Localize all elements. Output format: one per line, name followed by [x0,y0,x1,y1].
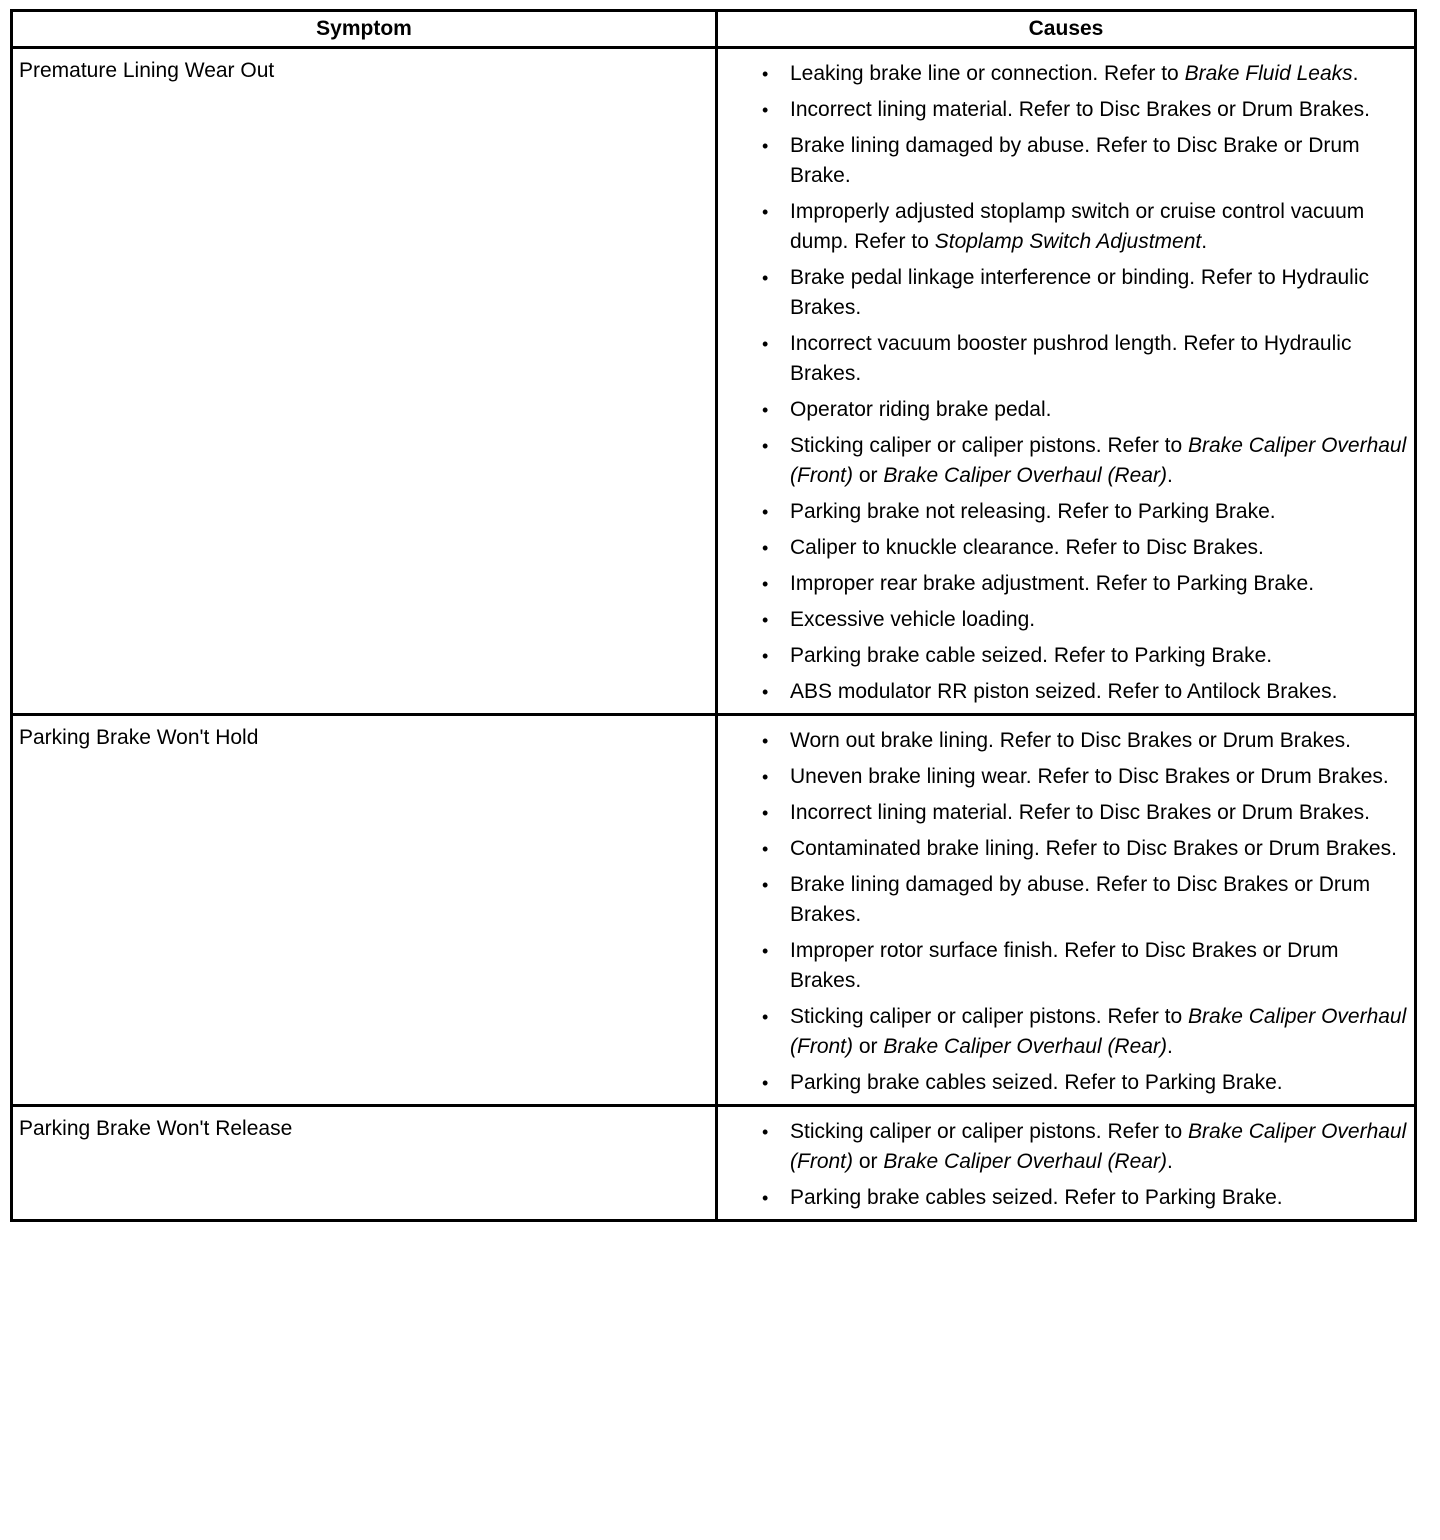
bullet-icon: • [762,136,769,156]
cause-item [762,59,1408,89]
cross-reference-link: Brake Fluid Leaks [1184,62,1353,85]
cause-item [762,798,1408,828]
bullet-icon: • [762,875,769,895]
cause-text: Brake lining damaged by abuse. Refer to Disc Brake or Drum Brake. [790,134,1360,187]
causes-cell [717,715,1416,1106]
bullet-icon: • [762,334,769,354]
symptom-cell: Premature Lining Wear Out [12,48,717,715]
bullet-icon: • [762,803,769,823]
bullet-icon: • [762,268,769,288]
cause-item [762,870,1408,930]
bullet-icon: • [762,202,769,222]
causes-column-header: Causes [717,11,1416,48]
cause-item [762,497,1408,527]
causes-cell [717,48,1416,715]
symptom-cell: Parking Brake Won't Hold [12,715,717,1106]
bullet-icon: • [762,731,769,751]
cause-text: . [1166,464,1173,487]
cause-item [762,329,1408,389]
cause-item [762,834,1408,864]
cause-text: Incorrect lining material. Refer to Disc Brakes or Drum Brakes. [790,98,1371,121]
cause-text: or [853,1150,884,1173]
cause-text: or [853,1035,884,1058]
cause-text: Sticking caliper or caliper pistons. Refer to [790,434,1189,457]
cause-text: . [1352,62,1359,85]
bullet-icon: • [762,682,769,702]
bullet-icon: • [762,538,769,558]
bullet-icon: • [762,1007,769,1027]
cause-text: Excessive vehicle loading. [790,608,1036,631]
cause-list [762,726,1408,1098]
cause-text: Leaking brake line or connection. Refer to [790,62,1185,85]
header-row [12,11,1416,48]
cause-text: Improperly adjusted stoplamp switch or cruise control vacuum dump. Refer to [790,200,1365,253]
cause-list [762,1117,1408,1213]
cause-item [762,936,1408,996]
cause-item [762,533,1408,563]
cause-item [762,95,1408,125]
cause-item [762,197,1408,257]
cause-item [762,1002,1408,1062]
cross-reference-link: Stoplamp Switch Adjustment [934,230,1202,253]
causes-cell [717,1106,1416,1221]
cause-item [762,762,1408,792]
cause-text: . [1166,1150,1173,1173]
bullet-icon: • [762,436,769,456]
symptom-column-header: Symptom [12,11,717,48]
cause-text: or [853,464,884,487]
cause-text: Incorrect vacuum booster pushrod length. Refer to Hydraulic Brakes. [790,332,1352,385]
cause-text: Brake pedal linkage interference or binding. Refer to Hydraulic Brakes. [790,266,1369,319]
cause-text: Uneven brake lining wear. Refer to Disc Brakes or Drum Brakes. [790,765,1389,788]
symptom-causes-table [10,9,1417,1222]
cause-item [762,569,1408,599]
bullet-icon: • [762,1073,769,1093]
table-row [12,48,1416,715]
bullet-icon: • [762,64,769,84]
cause-text: Worn out brake lining. Refer to Disc Brakes or Drum Brakes. [790,729,1351,752]
table-body [12,48,1416,1221]
cause-text: Parking brake cables seized. Refer to Parking Brake. [790,1186,1283,1209]
cause-item [762,605,1408,635]
cause-text: . [1201,230,1208,253]
cause-item [762,1183,1408,1213]
cross-reference-link: Brake Caliper Overhaul (Rear) [883,1150,1167,1173]
bullet-icon: • [762,100,769,120]
cause-text: Sticking caliper or caliper pistons. Refer to [790,1005,1189,1028]
cause-text: Improper rotor surface finish. Refer to Disc Brakes or Drum Brakes. [790,939,1339,992]
cause-text: Sticking caliper or caliper pistons. Refer to [790,1120,1189,1143]
cross-reference-link: Brake Caliper Overhaul (Front) [790,434,1407,487]
cause-list [762,59,1408,707]
cause-item [762,431,1408,491]
bullet-icon: • [762,1122,769,1142]
cause-text: . [1166,1035,1173,1058]
cross-reference-link: Brake Caliper Overhaul (Rear) [883,464,1167,487]
bullet-icon: • [762,941,769,961]
cause-text: Caliper to knuckle clearance. Refer to Disc Brakes. [790,536,1264,559]
table-row [12,1106,1416,1221]
cause-item [762,131,1408,191]
cause-text: ABS modulator RR piston seized. Refer to Antilock Brakes. [790,680,1338,703]
cause-item [762,677,1408,707]
cross-reference-link: Brake Caliper Overhaul (Front) [790,1005,1407,1058]
bullet-icon: • [762,502,769,522]
table-row [12,715,1416,1106]
cause-text: Parking brake cables seized. Refer to Parking Brake. [790,1071,1283,1094]
bullet-icon: • [762,400,769,420]
cross-reference-link: Brake Caliper Overhaul (Rear) [883,1035,1167,1058]
bullet-icon: • [762,610,769,630]
cause-text: Operator riding brake pedal. [790,398,1052,421]
cause-item [762,1117,1408,1177]
cause-text: Improper rear brake adjustment. Refer to Parking Brake. [790,572,1315,595]
bullet-icon: • [762,839,769,859]
bullet-icon: • [762,646,769,666]
bullet-icon: • [762,574,769,594]
bullet-icon: • [762,767,769,787]
cause-text: Brake lining damaged by abuse. Refer to Disc Brakes or Drum Brakes. [790,873,1371,926]
cross-reference-link: Brake Caliper Overhaul (Front) [790,1120,1407,1173]
cause-item [762,1068,1408,1098]
cause-text: Contaminated brake lining. Refer to Disc Brakes or Drum Brakes. [790,837,1397,860]
bullet-icon: • [762,1188,769,1208]
cause-text: Parking brake not releasing. Refer to Parking Brake. [790,500,1276,523]
cause-text: Incorrect lining material. Refer to Disc Brakes or Drum Brakes. [790,801,1371,824]
cause-item [762,641,1408,671]
cause-text: Parking brake cable seized. Refer to Parking Brake. [790,644,1273,667]
symptom-cell: Parking Brake Won't Release [12,1106,717,1221]
cause-item [762,395,1408,425]
cause-item [762,726,1408,756]
cause-item [762,263,1408,323]
